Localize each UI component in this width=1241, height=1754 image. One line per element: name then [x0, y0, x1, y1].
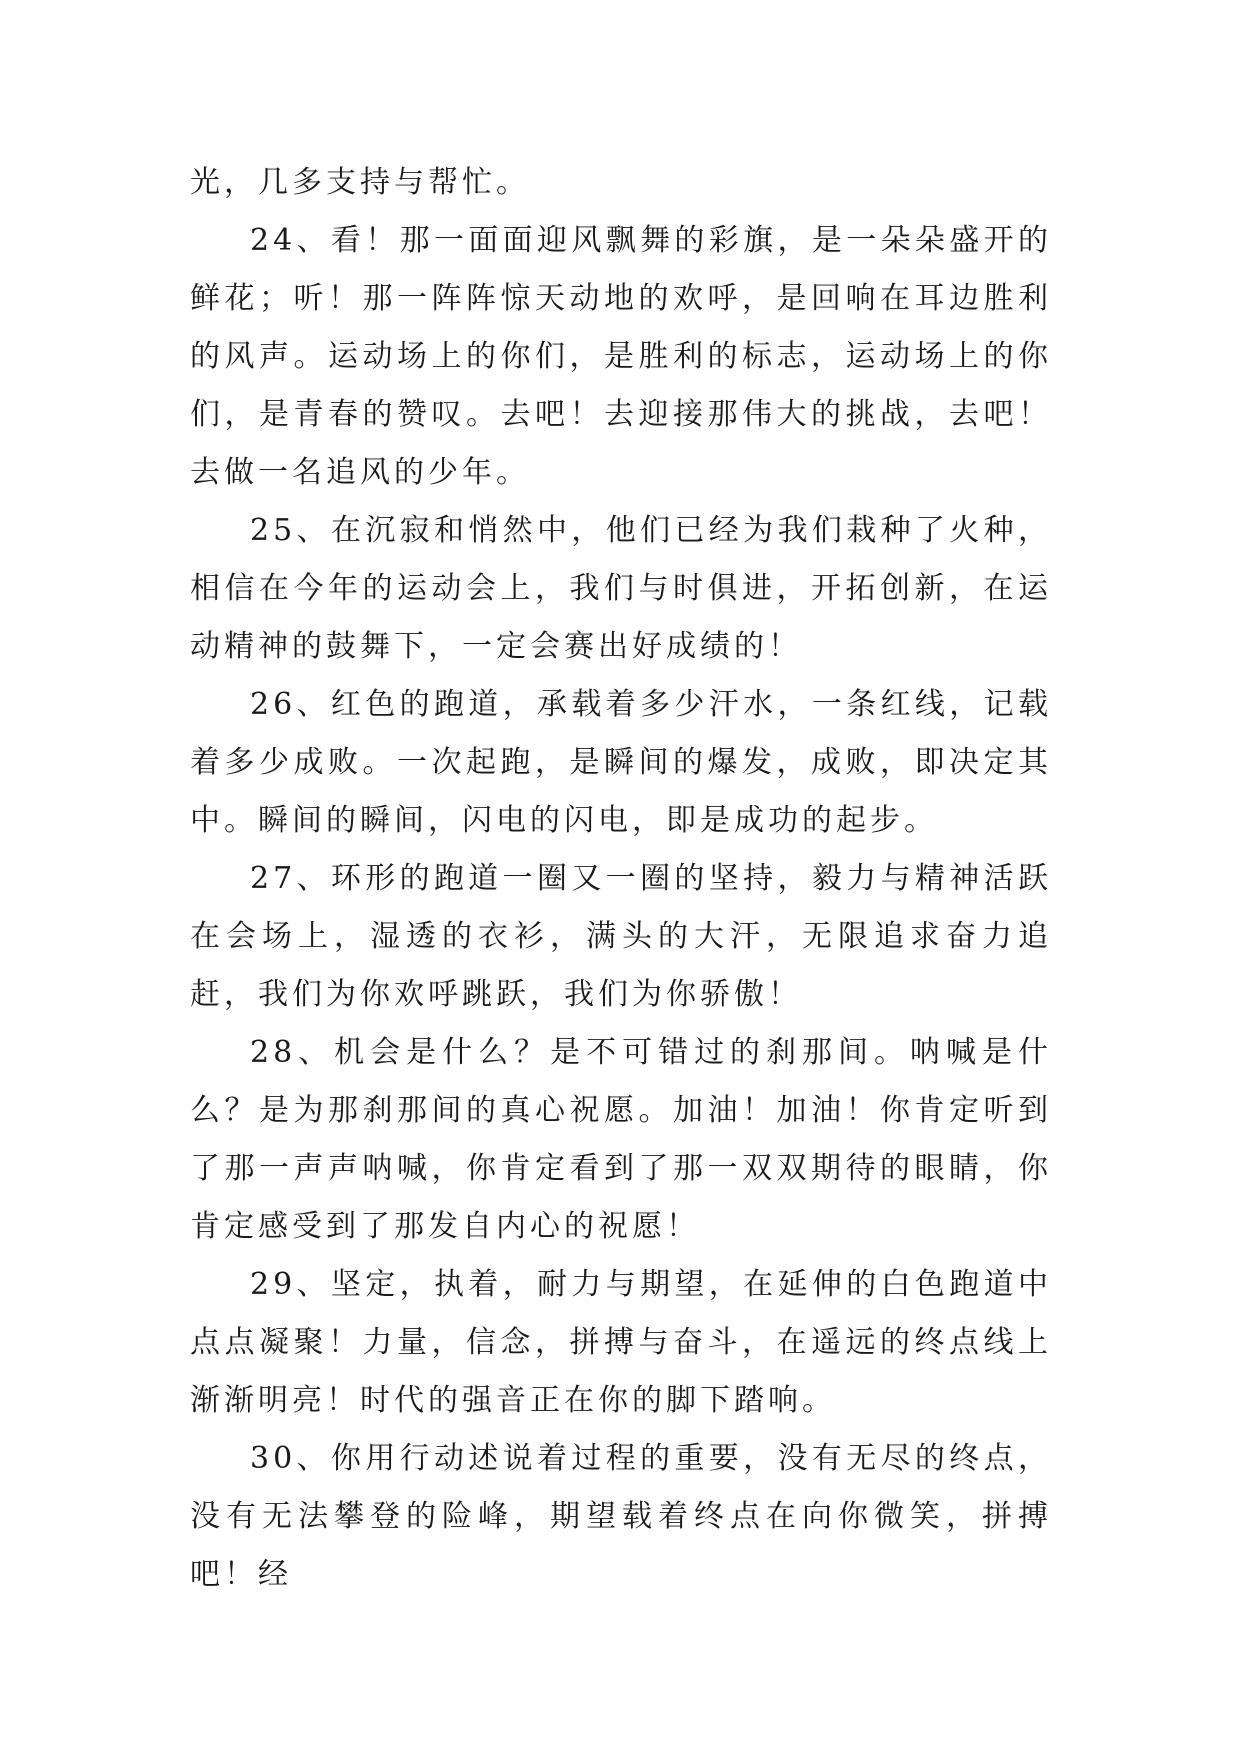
paragraph-continuation: 光，几多支持与帮忙。: [190, 165, 530, 200]
paragraph-27: 27、环形的跑道一圈又一圈的坚持，毅力与精神活跃在会场上，湿透的衣衫，满头的大汗，无限追求奋力追赶，我们为你欢呼跳跃，我们为你骄傲！: [190, 861, 1052, 1012]
document-body: [190, 154, 1052, 1604]
paragraph-28: 28、机会是什么？是不可错过的刹那间。呐喊是什么？是为那刹那间的真心祝愿。加油！加油！你肯定听到了那一声声呐喊，你肯定看到了那一双双期待的眼睛，你肯定感受到了那发自内心的祝愿！: [190, 1035, 1052, 1244]
paragraph-24: 24、看！那一面面迎风飘舞的彩旗，是一朵朵盛开的鲜花；听！那一阵阵惊天动地的欢呼，是回响在耳边胜利的风声。运动场上的你们，是胜利的标志，运动场上的你们，是青春的赞叹。去吧！去迎接那伟大的挑战，去吧！去做一名追风的少年。: [190, 223, 1052, 490]
paragraph-29: 29、坚定，执着，耐力与期望，在延伸的白色跑道中点点凝聚！力量，信念，拼搏与奋斗，在遥远的终点线上渐渐明亮！时代的强音正在你的脚下踏响。: [190, 1267, 1052, 1418]
paragraph-26: 26、红色的跑道，承载着多少汗水，一条红线，记载着多少成败。一次起跑，是瞬间的爆发，成败，即决定其中。瞬间的瞬间，闪电的闪电，即是成功的起步。: [190, 687, 1052, 838]
paragraph-30: 30、你用行动述说着过程的重要，没有无尽的终点，没有无法攀登的险峰，期望载着终点在向你微笑，拼搏吧！经: [190, 1441, 1052, 1592]
paragraph-25: 25、在沉寂和悄然中，他们已经为我们栽种了火种，相信在今年的运动会上，我们与时俱进，开拓创新，在运动精神的鼓舞下，一定会赛出好成绩的！: [190, 513, 1052, 664]
